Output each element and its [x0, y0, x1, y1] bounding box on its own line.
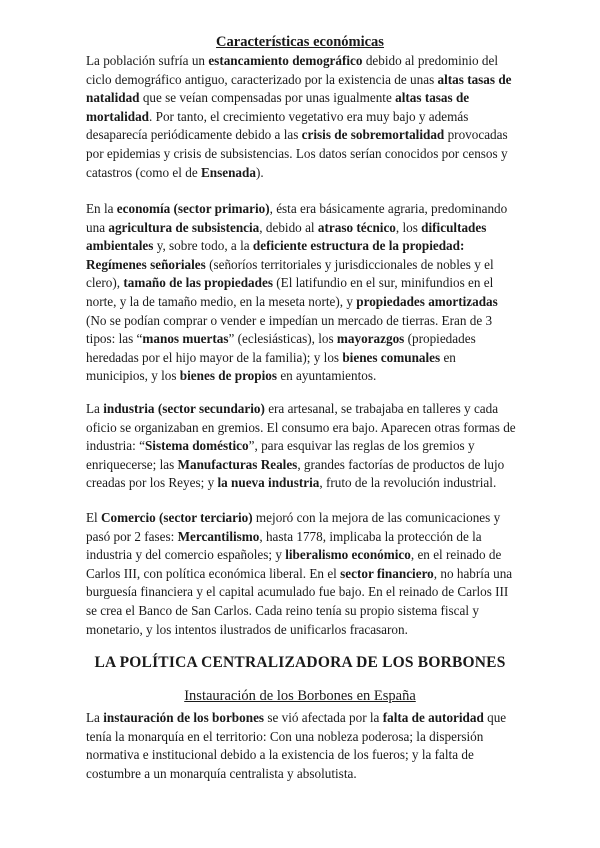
- bold-term: crisis de sobremortalidad: [301, 127, 445, 143]
- text-run: La población sufría un: [86, 53, 209, 68]
- text-run: , fruto de la revolución industrial.: [319, 475, 497, 491]
- text-run: En la: [86, 201, 117, 216]
- text-run: (señoríos territoriales y jurisdiccionales de nobles y el clero),: [86, 256, 494, 291]
- bold-term: la nueva industria: [217, 475, 320, 491]
- text-run: (propiedades heredadas por el hijo mayor de la familia); y los: [86, 331, 476, 365]
- bold-term: atraso técnico: [317, 219, 396, 235]
- bold-term: estancamiento demográfico: [208, 53, 363, 68]
- bold-term: propiedades amortizadas: [356, 293, 498, 309]
- bold-term: manos muertas: [142, 331, 229, 347]
- bold-term: Manufacturas Reales: [177, 456, 298, 472]
- text-run: , los: [395, 219, 422, 235]
- text-run: y, sobre todo, a la: [153, 238, 253, 254]
- bold-term: industria (sector secundario): [103, 401, 265, 416]
- text-run: , hasta 1778, implicaba la protección de la industria y del comercio españoles; y: [86, 528, 482, 563]
- text-run: , debido al: [259, 219, 318, 235]
- bold-term: liberalismo económico: [285, 547, 411, 563]
- text-run: se vió afectada por la: [264, 710, 383, 725]
- paragraph-instauracion: [0, 709, 600, 783]
- bold-term: tamaño de las propiedades: [123, 275, 273, 291]
- bold-term: bienes de propios: [179, 368, 278, 384]
- bold-term: altas tasas de mortalidad: [86, 90, 470, 124]
- paragraph-sector-terciario: [0, 509, 600, 639]
- bold-term: mayorazgos: [336, 331, 405, 347]
- text-run: El: [86, 510, 102, 525]
- paragraph-sector-primario: [0, 200, 600, 386]
- section-heading-economicas: Características económicas: [216, 34, 384, 50]
- text-run: (No se podían comprar o vender e impedían un mercado de tierras. Eran de 3 tipos: las “: [86, 312, 493, 347]
- text-run: ).: [255, 164, 264, 180]
- bold-term: Comercio (sector terciario): [101, 510, 253, 525]
- chapter-title-borbones: LA POLÍTICA CENTRALIZADORA DE LOS BORBONES: [94, 654, 506, 671]
- text-run: provocadas por epidemias y crisis de subsistencias. Los datos serían conocidos por censos y catastros (como el de: [86, 127, 508, 180]
- bold-term: deficiente estructura de la propiedad: Regímenes señoriales: [86, 238, 465, 272]
- text-run: debido al predominio del ciclo demográfico antiguo, caracterizado por la existencia de unas: [86, 53, 499, 87]
- bold-term: bienes comunales: [342, 349, 441, 365]
- bold-term: economía (sector primario): [116, 201, 270, 216]
- text-run: , ésta era básicamente agraria, predominando una: [86, 201, 508, 235]
- bold-term: Ensenada: [200, 164, 256, 180]
- bold-term: agricultura de subsistencia: [108, 219, 260, 235]
- text-run: que se veían compensadas por unas igualmente: [139, 90, 396, 106]
- text-run: La: [86, 401, 104, 416]
- paragraph-poblacion: [0, 52, 600, 182]
- text-run: mejoró con la mejora de las comunicaciones y pasó por 2 fases:: [86, 510, 501, 544]
- text-run: , en el reinado de Carlos III, con política económica liberal. En el: [86, 547, 502, 581]
- bold-term: falta de autoridad: [382, 710, 484, 725]
- text-run: en ayuntamientos.: [277, 368, 377, 384]
- text-run: (El latifundio en el sur, minifundios en el norte, y la de tamaño medio, en la meseta norte), y: [86, 275, 494, 309]
- text-run: ”, para esquivar las reglas de los gremios y enriquecerse; las: [86, 438, 475, 472]
- text-run: era artesanal, se trabajaba en talleres y cada oficio se organizaban en gremios. El consumo era bajo. Aparecen otras formas de industria: “: [86, 401, 516, 454]
- text-run: en municipios, y los: [86, 349, 456, 384]
- paragraph-sector-secundario: [0, 400, 600, 493]
- bold-term: instauración de los borbones: [103, 710, 265, 725]
- subsection-heading-instauracion: Instauración de los Borbones en España: [184, 688, 416, 704]
- text-run: . Por tanto, el crecimiento vegetativo era muy bajo y además desaparecía periódicamente debido a las: [86, 108, 469, 143]
- bold-term: Mercantilismo: [177, 528, 260, 544]
- text-run: que tenía la monarquía en el territorio: Con una nobleza poderosa; la dispersión normativa e institucional debido a la existencia de los fueros; y la falta de costumbre a un monarquía centralista y absolutista.: [86, 710, 507, 781]
- bold-term: sector financiero: [340, 565, 434, 581]
- bold-term: altas tasas de natalidad: [86, 71, 512, 106]
- bold-term: dificultades ambientales: [86, 219, 487, 254]
- text-run: La: [86, 710, 104, 725]
- text-run: ” (eclesiásticas), los: [228, 331, 337, 347]
- bold-term: Sistema doméstico: [144, 438, 249, 454]
- text-run: , grandes factorías de productos de lujo creadas por los Reyes; y: [86, 456, 505, 491]
- text-run: , no habría una burguesía financiera y el capital acumulado fue bajo. En el reinado de Carlos III se crea el Banco de San Carlos. Cada reino tenía su propio sistema fiscal y monetario, y los intentos ilustrados de unificarlos fracasaron.: [86, 565, 513, 637]
